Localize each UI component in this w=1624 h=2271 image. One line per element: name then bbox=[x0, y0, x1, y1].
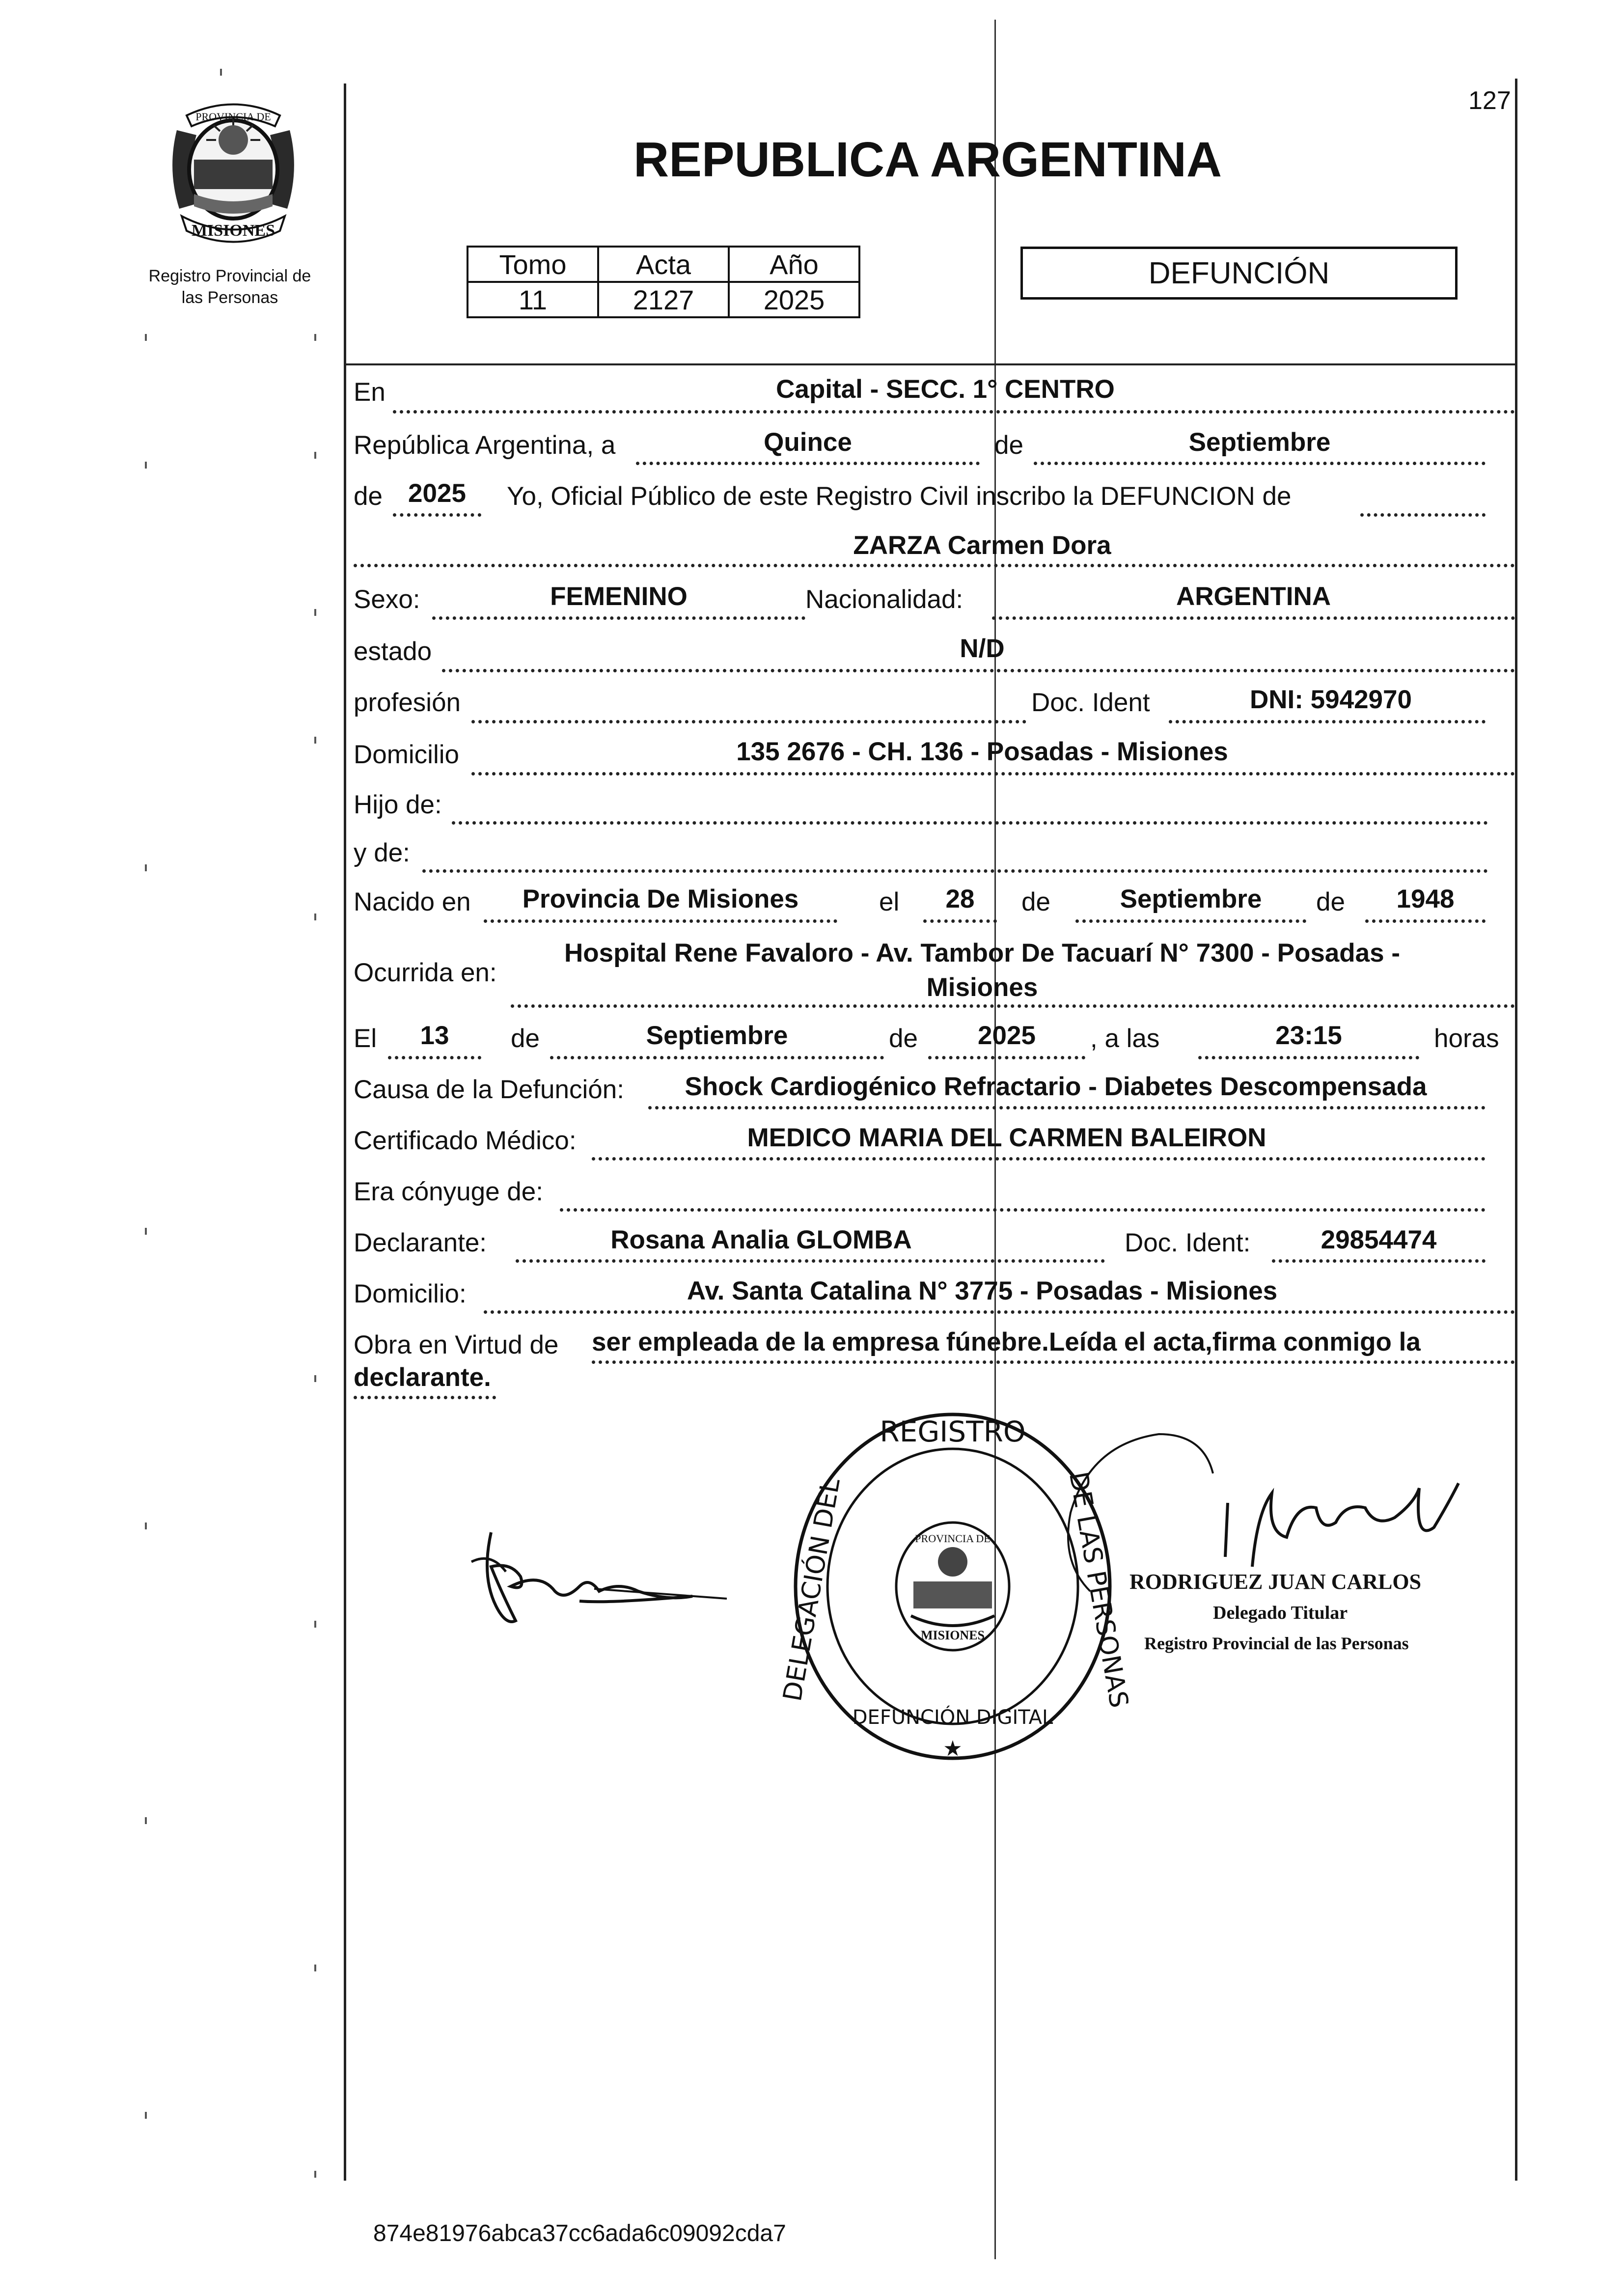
tomo-value: 11 bbox=[468, 282, 598, 317]
decl-doc-value: 29854474 bbox=[1321, 1225, 1437, 1254]
year-value: 2025 bbox=[408, 479, 466, 508]
certificado-value: MEDICO MARIA DEL CARMEN BALEIRON bbox=[747, 1123, 1266, 1152]
ocurrida-line1: Hospital Rene Favaloro - Av. Tambor De Tacuarí N° 7300 - Posadas - bbox=[564, 939, 1400, 968]
right-margin-rule bbox=[1515, 79, 1517, 2181]
province-emblem bbox=[157, 96, 309, 243]
estado-value: N/D bbox=[960, 634, 1005, 663]
death-de2: de bbox=[889, 1024, 918, 1053]
birth-year: 1948 bbox=[1396, 885, 1455, 914]
causa-label: Causa de la Defunción: bbox=[354, 1075, 624, 1104]
nacionalidad-value: ARGENTINA bbox=[1176, 582, 1331, 611]
emblem-top-text: PROVINCIA DE bbox=[195, 111, 271, 123]
country-title: REPUBLICA ARGENTINA bbox=[633, 132, 1222, 187]
anio-value: 2025 bbox=[729, 282, 859, 317]
official-role: Delegado Titular bbox=[1213, 1603, 1348, 1623]
de-label-2: de bbox=[354, 482, 383, 511]
declarant-signature bbox=[462, 1518, 737, 1645]
doc-value: DNI: 5942970 bbox=[1250, 685, 1412, 714]
death-day: 13 bbox=[420, 1021, 449, 1050]
en-label: En bbox=[354, 378, 385, 407]
doc-label: Doc. Ident bbox=[1031, 688, 1150, 717]
seal-text-left: DELEGACIÓN DEL bbox=[777, 1476, 846, 1704]
en-value: Capital - SECC. 1° CENTRO bbox=[776, 375, 1115, 404]
register-table bbox=[467, 246, 860, 318]
death-time: 23:15 bbox=[1275, 1021, 1342, 1050]
official-name: RODRIGUEZ JUAN CARLOS bbox=[1129, 1570, 1422, 1594]
month-value: Septiembre bbox=[1188, 428, 1331, 457]
seal-inner-bottom: MISIONES bbox=[920, 1628, 985, 1642]
conyuge-label: Era cónyuge de: bbox=[354, 1177, 543, 1206]
left-margin-rule bbox=[344, 83, 346, 2181]
birth-day: 28 bbox=[945, 885, 975, 914]
obra-value-line1: ser empleada de la empresa fúnebre.Leída el acta,firma conmigo la bbox=[592, 1328, 1421, 1357]
certificado-label: Certificado Médico: bbox=[354, 1126, 577, 1155]
death-month: Septiembre bbox=[646, 1021, 788, 1050]
el-upper-label: El bbox=[354, 1024, 377, 1053]
official-institution: Registro Provincial de las Personas bbox=[1144, 1634, 1409, 1653]
hijo-label: Hijo de: bbox=[354, 790, 442, 819]
acta-header: Acta bbox=[598, 247, 729, 282]
seal-text-right: DE LAS PERSONAS bbox=[1063, 1469, 1134, 1710]
ocurrida-label: Ocurrida en: bbox=[354, 958, 497, 987]
nacido-label: Nacido en bbox=[354, 887, 471, 916]
deceased-name: ZARZA Carmen Dora bbox=[853, 531, 1111, 560]
act-type: DEFUNCIÓN bbox=[1148, 256, 1330, 290]
acta-value: 2127 bbox=[598, 282, 729, 317]
document-hash: 874e81976abca37cc6ada6c09092cda7 bbox=[373, 2220, 786, 2246]
anio-header: Año bbox=[729, 247, 859, 282]
obra-value-line2: declarante. bbox=[354, 1363, 491, 1392]
estado-label: estado bbox=[354, 637, 432, 666]
birth-de1: de bbox=[1021, 887, 1050, 916]
emblem-bottom-text: MISIONES bbox=[191, 222, 275, 240]
seal-emblem bbox=[896, 1523, 1009, 1650]
yde-label: y de: bbox=[354, 838, 410, 867]
declarante-value: Rosana Analia GLOMBA bbox=[610, 1225, 912, 1254]
act-type-box bbox=[1020, 247, 1458, 300]
alas-label: , a las bbox=[1090, 1024, 1160, 1053]
ocurrida-line2: Misiones bbox=[926, 973, 1038, 1002]
declarante-label: Declarante: bbox=[354, 1228, 487, 1257]
inscription-text: Yo, Oficial Público de este Registro Civil inscribo la DEFUNCION de bbox=[507, 482, 1292, 511]
seal-text-bottom: DEFUNCIÓN DIGITAL bbox=[852, 1706, 1053, 1729]
registry-name bbox=[132, 265, 328, 308]
causa-value: Shock Cardiogénico Refractario - Diabetes Descompensada bbox=[685, 1072, 1427, 1101]
death-de1: de bbox=[511, 1024, 540, 1053]
decl-domicilio-value: Av. Santa Catalina N° 3775 - Posadas - Misiones bbox=[687, 1276, 1278, 1305]
decl-doc-label: Doc. Ident: bbox=[1125, 1228, 1251, 1257]
domicilio-value: 135 2676 - CH. 136 - Posadas - Misiones bbox=[736, 737, 1228, 766]
page-number: 127 bbox=[1468, 86, 1511, 115]
nacionalidad-label: Nacionalidad: bbox=[805, 585, 963, 614]
seal-inner-top: PROVINCIA DE bbox=[915, 1532, 991, 1545]
official-signature bbox=[1041, 1405, 1463, 1591]
decl-domicilio-label: Domicilio: bbox=[354, 1279, 467, 1308]
de-label-1: de bbox=[994, 431, 1023, 460]
tomo-header: Tomo bbox=[468, 247, 598, 282]
horas-label: horas bbox=[1434, 1024, 1499, 1053]
nacido-value: Provincia De Misiones bbox=[522, 885, 799, 914]
el-label: el bbox=[879, 887, 900, 916]
sexo-value: FEMENINO bbox=[550, 582, 688, 611]
birth-de2: de bbox=[1316, 887, 1345, 916]
birth-month: Septiembre bbox=[1120, 885, 1262, 914]
form-top-rule bbox=[344, 363, 1517, 365]
day-words: Quince bbox=[764, 428, 852, 457]
svg-text:★: ★ bbox=[943, 1737, 963, 1761]
death-year: 2025 bbox=[978, 1021, 1036, 1050]
registry-name-line1: Registro Provincial de bbox=[148, 267, 311, 285]
profesion-label: profesión bbox=[354, 688, 461, 717]
seal-text-top: REGISTRO bbox=[880, 1415, 1026, 1448]
obra-label: Obra en Virtud de bbox=[354, 1330, 559, 1359]
republic-label: República Argentina, a bbox=[354, 431, 616, 460]
sexo-label: Sexo: bbox=[354, 585, 420, 614]
domicilio-label: Domicilio bbox=[354, 740, 459, 769]
registry-name-line2: las Personas bbox=[181, 288, 278, 307]
